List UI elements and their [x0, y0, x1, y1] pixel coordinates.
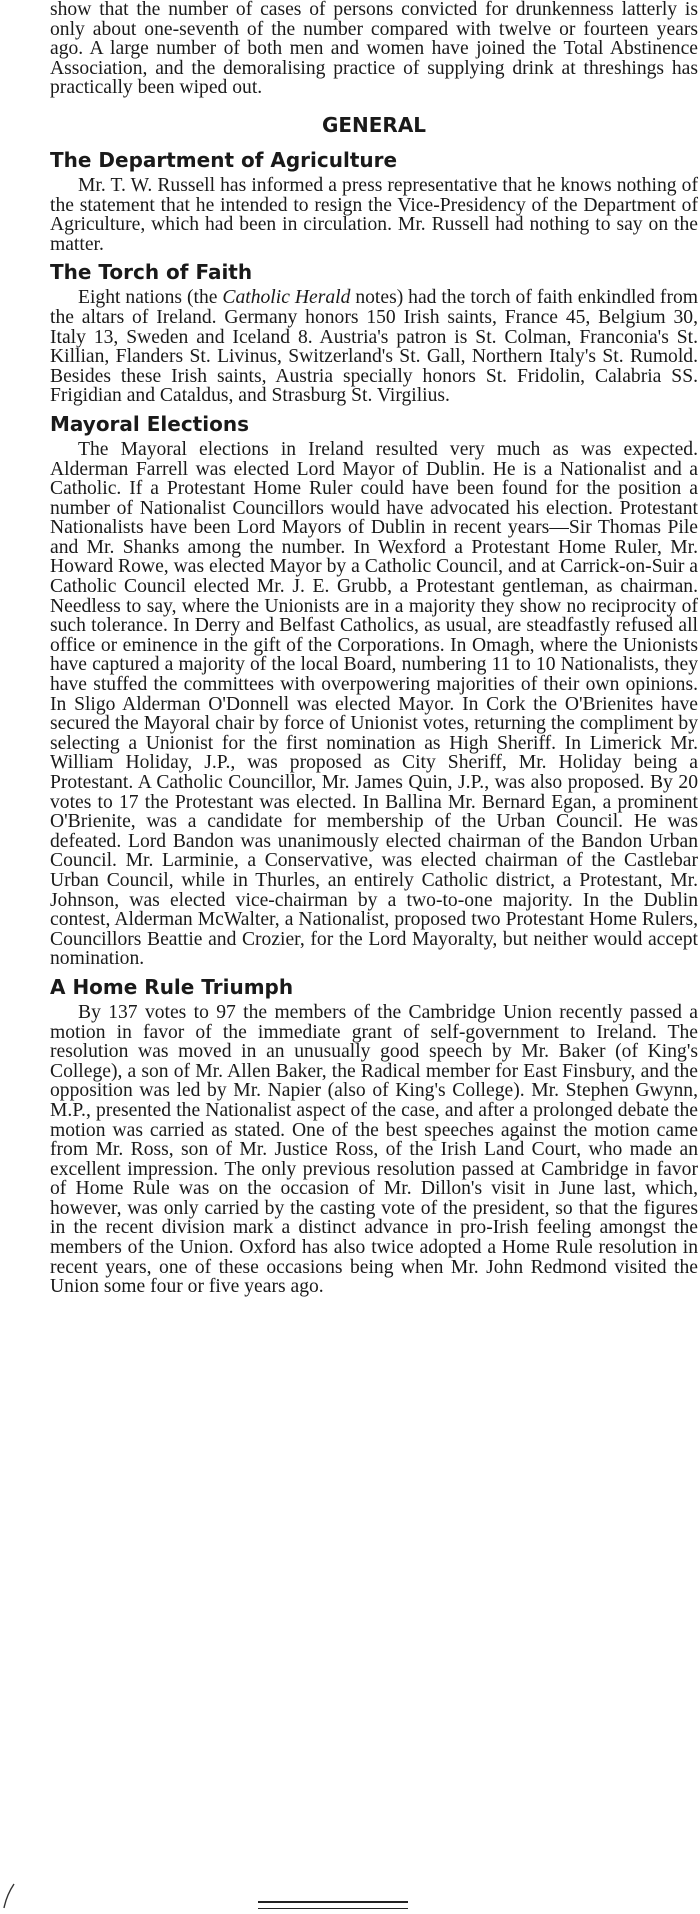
agriculture-paragraph: Mr. T. W. Russell has informed a press representative that he knows nothing of the statement that he intended to resign the Vice-Presidency of the Department of Agriculture, which had been in circulation. Mr. Russell had nothing to say on the matter. [50, 174, 698, 255]
torch-text-before: Eight nations (the [78, 287, 223, 309]
agriculture-title: The Department of Agriculture [50, 147, 398, 172]
homerule-title: A Home Rule Triumph [50, 974, 294, 999]
torch-paragraph [50, 288, 698, 406]
homerule-paragraph: By 137 votes to 97 the members of the Cambridge Union recently passed a motion in favor of the immediate grant of self-government to Ireland. The resolution was moved in an unusually good speech by Mr. Baker (of King's College), a son of Mr. Allen Baker, the Radical member for East Finsbury, and the opposition was led by Mr. Napier (also of King's College). Mr. Stephen Gwynn, M.P., presented the Nationalist aspect of the case, and after a prolonged debate the motion was carried as stated. One of the best speeches against the motion came from Mr. Ross, son of Mr. Justice Ross, of the Irish Land Court, who made an excellent impression. The only previous resolution passed at Cambridge in favor of Home Rule was on the occasion of Mr. Dillon's visit in June last, which, however, was only carried by the casting vote of the president, so that the figures in the recent division mark a distinct advance in pro-Irish feeling amongst the members of the Union. Oxford has also twice adopted a Home Rule resolution in recent years, one of these occasions being when Mr. John Redmond visited the Union some four or five years ago. [50, 1001, 698, 1298]
mayoral-title: Mayoral Elections [50, 411, 249, 436]
publication-name: Catholic Herald [222, 287, 351, 309]
margin-pen-mark [2, 1882, 16, 1910]
torch-text-after: notes) had the torch of faith enkindled from the altars of Ireland. Germany honors 150 Irish saints, France 45, Belgium 30, Italy 13, Sweden and Iceland 8. Austria's patron is St. Colman, Franconia's St. Killian, Flanders St. Livinus, Switzerland's St. Gall, Northern Italy's St. Rumold. Besides these Irish saints, Austria specially honors St. Fridolin, Calabria SS. Frigidian and Cataldus, and Strasburg St. Virgilius. [50, 287, 699, 407]
section-end-rule [258, 1901, 408, 1909]
mayoral-paragraph: The Mayoral elections in Ireland resulted very much as was expected. Alderman Farrell was elected Lord Mayor of Dublin. He is a Nationalist and a Catholic. If a Protestant Home Ruler could have been found for the position a number of Nationalist Councillors would have advocated his election. Protestant Nationalists have been Lord Mayors of Dublin in recent years—Sir Thomas Pile and Mr. Shanks among the number. In Wexford a Protestant Home Ruler, Mr. Howard Rowe, was elected Mayor by a Catholic Council, and at Carrick-on-Suir a Catholic Council elected Mr. J. E. Grubb, a Protestant gentleman, as chairman. Needless to say, where the Unionists are in a majority they show no reciprocity of such tolerance. In Derry and Belfast Catholics, as usual, are steadfastly refused all office or eminence in the gift of the Corporations. In Omagh, where the Unionists have captured a majority of the local Board, numbering 11 to 10 Nationalists, they have stuffed the committees with overpowering majorities of their own opinions. In Sligo Alderman O'Donnell was elected Mayor. In Cork the O'Brienites have secured the Mayoral chair by force of Unionist votes, returning the compliment by selecting a Unionist for the first nomination as High Sheriff. In Limerick Mr. William Holiday, J.P., was proposed as City Sheriff, Mr. Holiday being a Protestant. A Catholic Councillor, Mr. James Quin, J.P., was also proposed. By 20 votes to 17 the Protestant was elected. In Ballina Mr. Bernard Egan, a prominent O'Brienite, was a candidate for membership of the Urban Council. He was defeated. Lord Bandon was unanimously elected chairman of the Bandon Urban Council. Mr. Larminie, a Conservative, was elected chairman of the Castlebar Urban Council, while in Thurles, an entirely Catholic district, a Protestant, Mr. Johnson, was elected vice-chairman by a two-to-one majority. In the Dublin contest, Alderman McWalter, a Nationalist, proposed two Protestant Home Rulers, Councillors Beattie and Crozier, for the Lord Mayoralty, but neither would accept nomination. [50, 438, 698, 970]
intro-paragraph: show that the number of cases of persons convicted for drunkenness latterly is only about one-seventh of the number compared with twelve or fourteen years ago. A large number of both men and women have joined the Total Abstinence Association, and the demoralising practice of supplying drink at threshings has practically been wiped out. [50, 0, 698, 99]
torch-title: The Torch of Faith [50, 260, 253, 285]
general-heading: GENERAL [321, 112, 427, 137]
newspaper-column [50, 0, 698, 1297]
